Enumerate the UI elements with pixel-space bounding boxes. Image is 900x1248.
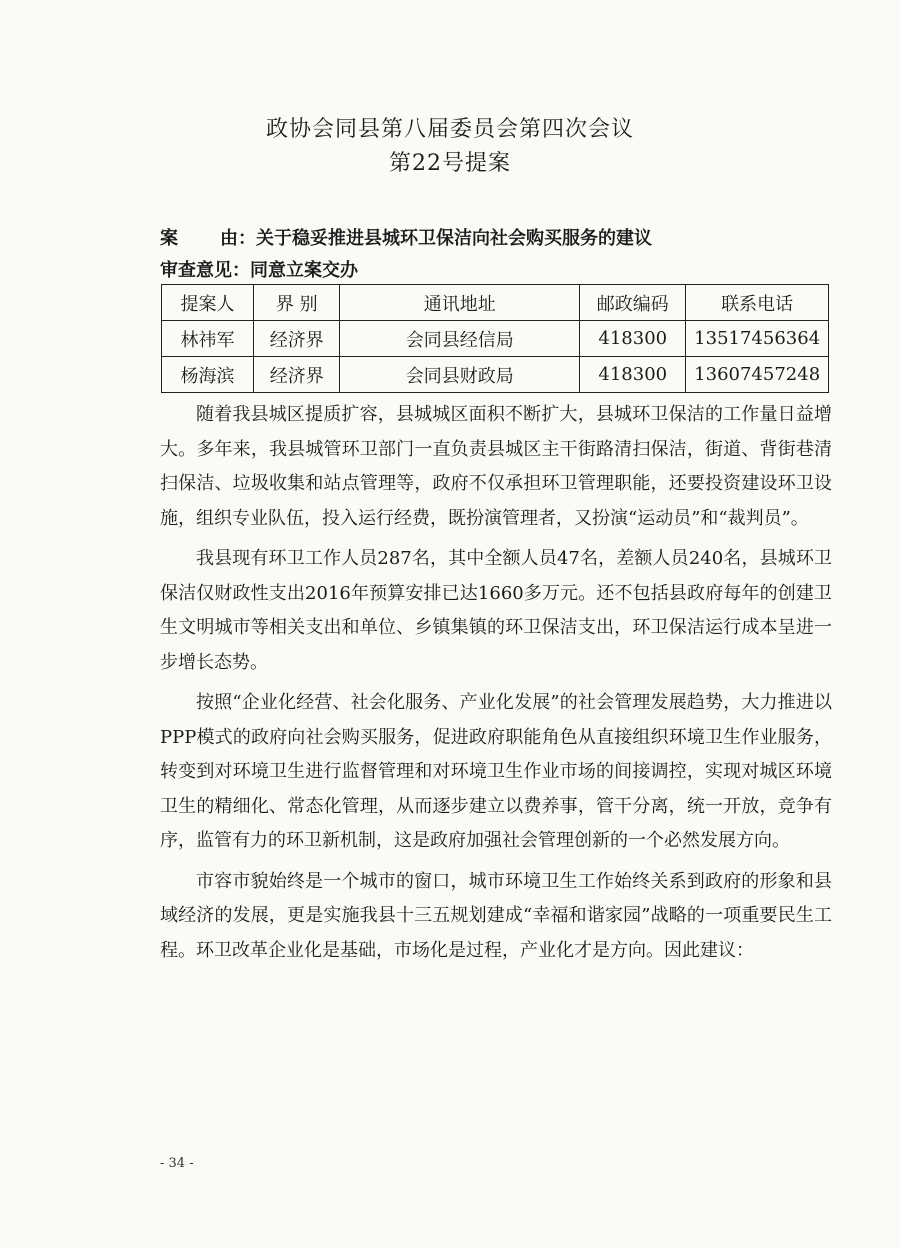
- header-phone: 联系电话: [686, 285, 829, 321]
- table-header-row: [162, 285, 829, 321]
- header-sector: 界 别: [254, 285, 340, 321]
- cell-address: 会同县财政局: [340, 357, 580, 393]
- header-postcode: 邮政编码: [580, 285, 686, 321]
- body-paragraph: 市容市貌始终是一个城市的窗口，城市环境卫生工作始终关系到政府的形象和县域经济的发展，更是实施我县十三五规划建成“幸福和谐家园”战略的一项重要民生工程。环卫改革企业化是基础，市场化是过程，产业化才是方向。因此建议：: [160, 870, 832, 961]
- review-label: 审查意见：: [160, 260, 250, 281]
- body-paragraph: 我县现有环卫工作人员287名，其中全额人员47名，差额人员240名，县城环卫保洁仅财政性支出2016年预算安排已达1660多万元。还不包括县政府每年的创建卫生文明城市等相关支出和单位、乡镇集镇的环卫保洁支出，环卫保洁运行成本呈进一步增长态势。: [160, 548, 832, 673]
- cell-address: 会同县经信局: [340, 321, 580, 357]
- document-title: 政协会同县第八届委员会第四次会议: [265, 117, 634, 142]
- review-opinion: [160, 256, 358, 282]
- proposal-number: 第22号提案: [389, 151, 511, 176]
- reason-label-b: 由：: [220, 228, 256, 249]
- proposal-reason: [160, 224, 652, 250]
- reason-label: [160, 224, 256, 250]
- table-row: [162, 357, 829, 393]
- review-value: 同意立案交办: [250, 260, 358, 281]
- cell-phone: 13517456364: [686, 321, 829, 357]
- proposer-table: [161, 284, 829, 393]
- reason-value: 关于稳妥推进县城环卫保洁向社会购买服务的建议: [256, 228, 652, 249]
- table-row: [162, 321, 829, 357]
- cell-proposer: 杨海滨: [162, 357, 254, 393]
- cell-postcode: 418300: [580, 357, 686, 393]
- body-paragraph: 随着我县城区提质扩容，县城城区面积不断扩大，县城环卫保洁的工作量日益增大。多年来，我县城管环卫部门一直负责县城区主干街路清扫保洁，街道、背街巷清扫保洁、垃圾收集和站点管理等，政府不仅承担环卫管理职能，还要投资建设环卫设施，组织专业队伍，投入运行经费，既扮演管理者，又扮演“运动员”和“裁判员”。: [160, 404, 832, 529]
- reason-label-a: 案: [160, 228, 178, 249]
- cell-postcode: 418300: [580, 321, 686, 357]
- cell-sector: 经济界: [254, 357, 340, 393]
- page-number: - 34 -: [160, 1156, 194, 1171]
- cell-phone: 13607457248: [686, 357, 829, 393]
- cell-proposer: 林祎军: [162, 321, 254, 357]
- cell-sector: 经济界: [254, 321, 340, 357]
- proposal-body: [160, 398, 832, 974]
- header-address: 通讯地址: [340, 285, 580, 321]
- header-proposer: 提案人: [162, 285, 254, 321]
- body-paragraph: 按照“企业化经营、社会化服务、产业化发展”的社会管理发展趋势，大力推进以PPP模式的政府向社会购买服务，促进政府职能角色从直接组织环境卫生作业服务，转变到对环境卫生进行监督管理和对环境卫生作业市场的间接调控，实现对城区环境卫生的精细化、常态化管理，从而逐步建立以费养事，管干分离，统一开放，竞争有序，监管有力的环卫新机制，这是政府加强社会管理创新的一个必然发展方向。: [160, 692, 832, 851]
